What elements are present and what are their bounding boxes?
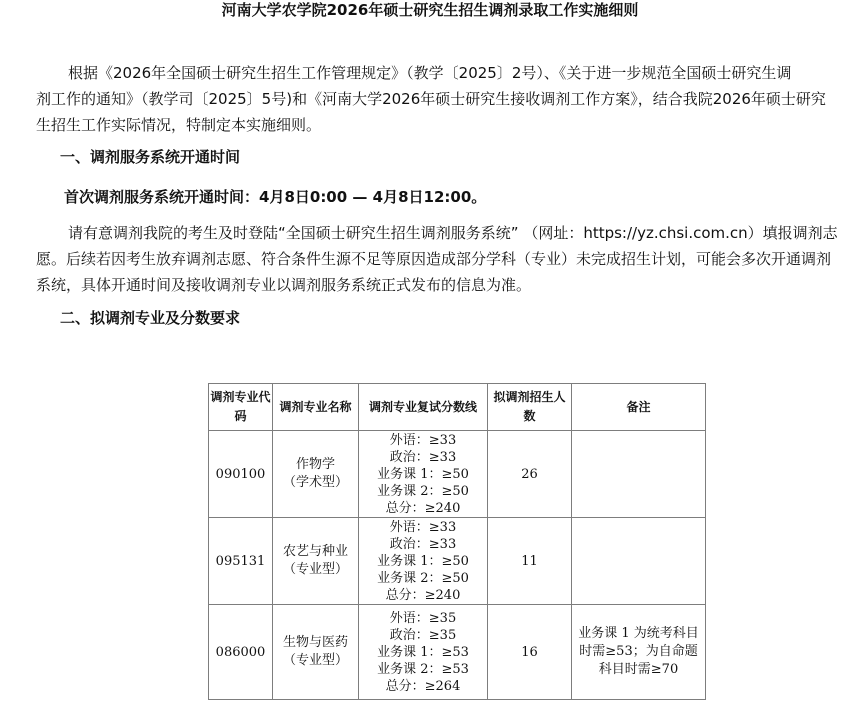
- table-row: [209, 431, 706, 518]
- intro-line-3-text: 生招生工作实际情况，特制定本实施细则。: [36, 116, 322, 134]
- score-requirements: [359, 518, 488, 605]
- score-line: 业务课 2：≥50: [377, 570, 469, 586]
- section-heading-opening-time: 一、调剂服务系统开通时间: [60, 148, 241, 166]
- header-retest-score: 调剂专业复试分数线: [359, 384, 488, 431]
- notice-line-3-text: 系统，具体开通时间及接收调剂专业以调剂服务系统正式发布的信息为准。: [36, 276, 532, 294]
- major-name-text: 农艺与种业: [282, 544, 348, 559]
- table-row: [209, 605, 706, 700]
- major-name-text: 生物与医药: [282, 635, 348, 650]
- remarks-text: 业务课 1 为统考科目时需≥53；为自命题科目时需≥70: [578, 626, 699, 677]
- opening-time-line: 首次调剂服务系统开通时间：4月8日0:00 — 4月8日12:00。: [64, 188, 487, 206]
- notice-paragraph: [36, 220, 860, 298]
- intro-paragraph: [36, 60, 860, 138]
- adjustment-table: [208, 383, 706, 700]
- major-name: [273, 518, 359, 605]
- notice-line-1: [36, 220, 860, 246]
- planned-enrollment-count: 16: [488, 605, 572, 700]
- major-type-text: （专业型）: [282, 562, 348, 577]
- major-code: 086000: [209, 605, 273, 700]
- score-line: 业务课 2：≥53: [377, 661, 469, 677]
- major-name: [273, 605, 359, 700]
- planned-enrollment-count: 26: [488, 431, 572, 518]
- score-line: 业务课 1：≥50: [377, 553, 469, 569]
- score-line: 业务课 1：≥50: [377, 466, 469, 482]
- score-requirements: [359, 431, 488, 518]
- score-line: 总分：≥264: [385, 678, 461, 694]
- score-line: 业务课 2：≥50: [377, 483, 469, 499]
- intro-line-1: [36, 60, 860, 86]
- section-heading-majors: 二、拟调剂专业及分数要求: [60, 309, 241, 327]
- header-major-name: 调剂专业名称: [273, 384, 359, 431]
- notice-line-1-text: 请有意调剂我院的考生及时登陆“全国硕士研究生招生调剂服务系统” （网址：https://yz.chsi.com.cn）填报调剂志: [68, 224, 838, 242]
- document-title: 河南大学农学院2026年硕士研究生招生调剂录取工作实施细则: [221, 1, 639, 19]
- intro-line-1-text: 根据《2026年全国硕士研究生招生工作管理规定》（教学〔2025〕2号）、《关于进一步规范全国硕士研究生调: [68, 64, 792, 82]
- intro-line-2-text: 剂工作的通知》（教学司〔2025〕5号)和《河南大学2026年硕士研究生接收调剂工作方案》，结合我院2026年硕士研究: [36, 90, 826, 108]
- score-line: 外语：≥33: [389, 432, 457, 448]
- score-line: 业务课 1：≥53: [377, 644, 469, 660]
- major-type-text: （专业型）: [282, 653, 348, 668]
- remarks-cell: [572, 431, 706, 518]
- major-name-text: 作物学: [295, 457, 335, 472]
- header-planned-enrollment: 拟调剂招生人数: [488, 384, 572, 431]
- score-line: 外语：≥33: [389, 519, 457, 535]
- score-line: 政治：≥35: [389, 627, 457, 643]
- major-code: 090100: [209, 431, 273, 518]
- major-type-text: （学术型）: [282, 475, 348, 490]
- notice-line-2: [36, 246, 860, 272]
- remarks-cell: [572, 518, 706, 605]
- score-line: 总分：≥240: [385, 587, 461, 603]
- table-row: [209, 518, 706, 605]
- planned-enrollment-count: 11: [488, 518, 572, 605]
- notice-line-3: [36, 272, 860, 298]
- score-line: 政治：≥33: [389, 449, 457, 465]
- intro-line-3: [36, 112, 860, 138]
- table-header-row: [209, 384, 706, 431]
- header-remarks: 备注: [572, 384, 706, 431]
- major-name: [273, 431, 359, 518]
- intro-line-2: [36, 86, 860, 112]
- score-requirements: [359, 605, 488, 700]
- remarks-cell: [572, 605, 706, 700]
- notice-line-2-text: 愿。后续若因考生放弃调剂志愿、符合条件生源不足等原因造成部分学科（专业）未完成招生计划，可能会多次开通调剂: [36, 250, 832, 268]
- major-code: 095131: [209, 518, 273, 605]
- score-line: 总分：≥240: [385, 500, 461, 516]
- header-major-code: 调剂专业代码: [209, 384, 273, 431]
- score-line: 政治：≥33: [389, 536, 457, 552]
- score-line: 外语：≥35: [389, 610, 457, 626]
